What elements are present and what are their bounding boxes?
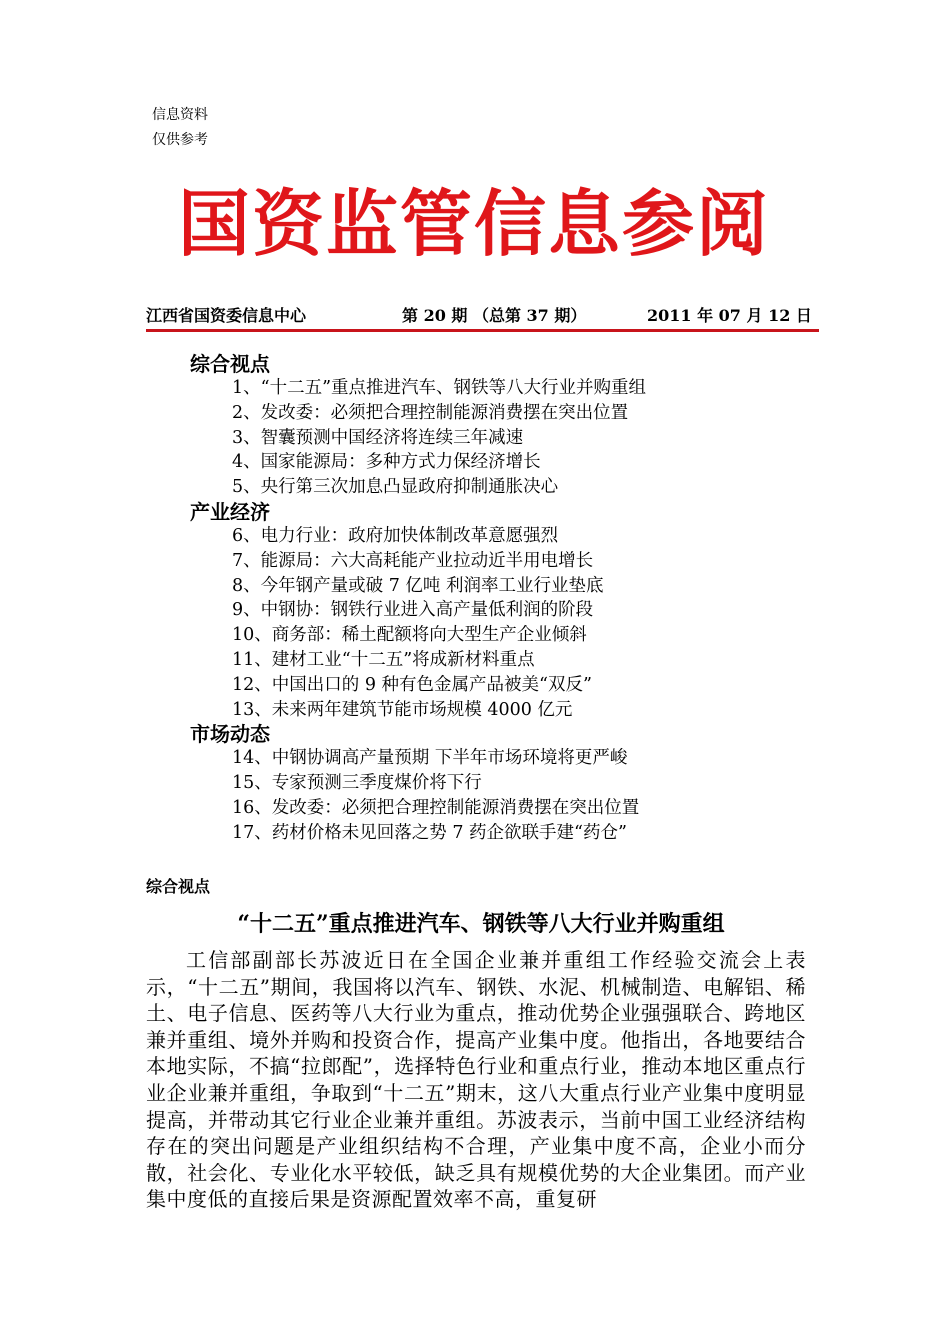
toc-item[interactable]: 5、央行第三次加息凸显政府抑制通胀决心: [232, 477, 559, 498]
article-body: 工信部副部长苏波近日在全国企业兼并重组工作经验交流会上表示，“十二五”期间，我国将以汽车、钢铁、水泥、机械制造、电解铝、稀土、电子信息、医药等八大行业为重点，推动优势企业强强联合、跨地区兼并重组、境外并购和投资合作，提高产业集中度。他指出，各地要结合本地实际，不搞“拉郎配”，选择特色行业和重点行业，推动本地区重点行业企业兼并重组，争取到“十二五”期末，这八大重点行业产业集中度明显提高，并带动其它行业企业兼并重组。苏波表示，当前中国工业经济结构存在的突出问题是产业组织结构不合理，产业集中度不高，企业小而分散，社会化、专业化水平较低，缺乏具有规模优势的大企业集团。而产业集中度低的直接后果是资源配置效率不高，重复研: [146, 948, 806, 1212]
toc-item[interactable]: 9、中钢协：钢铁行业进入高产量低利润的阶段: [232, 600, 594, 621]
toc-item[interactable]: 3、智囊预测中国经济将连续三年减速: [232, 427, 524, 448]
toc-item[interactable]: 7、能源局：六大高耗能产业拉动近半用电增长: [232, 550, 594, 571]
issue-number: 第 20 期 （总第 37 期）: [402, 306, 587, 325]
toc-item[interactable]: 17、药材价格未见回落之势 7 药企欲联手建“药仓”: [232, 822, 627, 843]
issue-bar: [146, 304, 816, 328]
toc-section-title: 市场动态: [190, 722, 270, 747]
masthead-title: 国资监管信息参阅: [178, 181, 771, 266]
toc-item[interactable]: 14、中钢协调高产量预期 下半年市场环境将更严峻: [232, 748, 628, 769]
toc-item[interactable]: 2、发改委：必须把合理控制能源消费摆在突出位置: [232, 402, 629, 423]
toc-item[interactable]: 1、“十二五”重点推进汽车、钢铁等八大行业并购重组: [232, 378, 647, 398]
toc-section-title: 综合视点: [190, 352, 270, 376]
article-section-label: 综合视点: [146, 877, 211, 896]
toc-section-title: 产业经济: [190, 499, 270, 524]
toc-item[interactable]: 10、商务部：稀土配额将向大型生产企业倾斜: [232, 625, 587, 646]
organization-name: 江西省国资委信息中心: [146, 306, 307, 325]
toc-item[interactable]: 13、未来两年建筑节能市场规模 4000 亿元: [232, 699, 573, 720]
toc-item[interactable]: 12、中国出口的 9 种有色金属产品被美“双反”: [232, 674, 592, 695]
toc-item[interactable]: 16、发改委：必须把合理控制能源消费摆在突出位置: [232, 797, 640, 818]
info-note: 信息资料: [152, 107, 208, 123]
toc-item[interactable]: 11、建材工业“十二五”将成新材料重点: [232, 649, 535, 670]
toc-item[interactable]: 8、今年钢产量或破 7 亿吨 利润率工业行业垫底: [232, 575, 604, 596]
reference-note: 仅供参考: [152, 132, 208, 148]
toc-item[interactable]: 15、专家预测三季度煤价将下行: [232, 773, 482, 794]
toc-item[interactable]: 4、国家能源局：多种方式力保经济增长: [232, 452, 541, 473]
toc-item[interactable]: 6、电力行业：政府加快体制改革意愿强烈: [232, 525, 559, 546]
table-of-contents: [190, 352, 830, 846]
article-title: “十二五”重点推进汽车、钢铁等八大行业并购重组: [237, 911, 725, 937]
red-divider: [146, 329, 819, 332]
issue-date: 2011 年 07 月 12 日: [647, 306, 812, 325]
